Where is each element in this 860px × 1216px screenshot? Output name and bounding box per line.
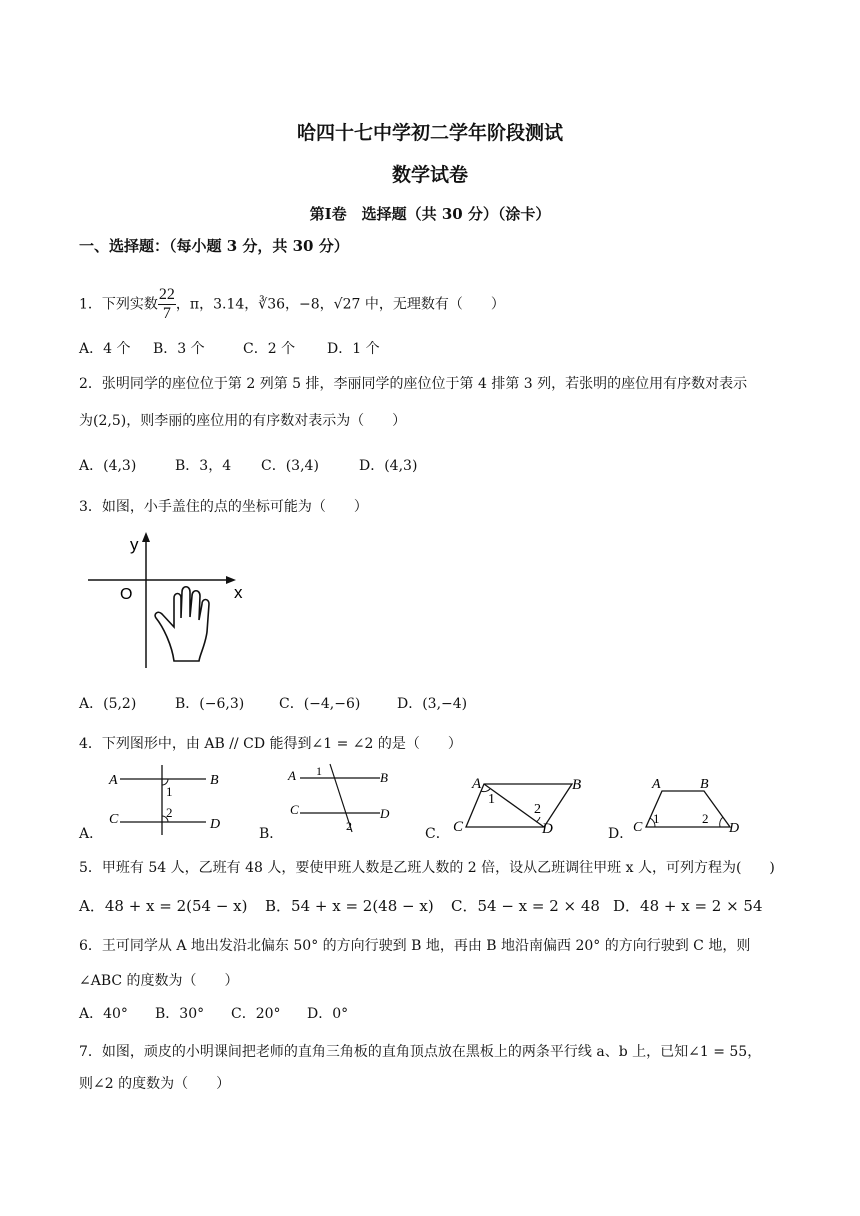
question-number: 1． xyxy=(79,296,102,313)
question-number: 7． xyxy=(79,1044,102,1060)
parallelogram xyxy=(466,784,572,827)
option-b[interactable]: B．30° xyxy=(155,1006,205,1022)
question-text: 张明同学的座位位于第 2 列第 5 排，李丽同学的座位位于第 4 排第 3 列，若张明的座位用有序数对表示 xyxy=(101,376,748,392)
label-b: B xyxy=(380,770,388,785)
angle-arc xyxy=(536,817,540,822)
option-d[interactable]: D．0° xyxy=(307,1006,349,1022)
question-2-options xyxy=(79,455,417,475)
label-angle-1: 1 xyxy=(488,792,495,807)
paper-title: 数学试卷 xyxy=(391,164,468,186)
label-c: C xyxy=(109,812,119,827)
label-b: B xyxy=(572,777,582,793)
q4-figure-d xyxy=(630,774,748,836)
label-a: A xyxy=(109,773,118,788)
q4-option-a[interactable]: A． xyxy=(79,826,104,842)
label-angle-2: 2 xyxy=(534,802,541,817)
option-c[interactable]: C．2 个 xyxy=(243,341,296,357)
question-7-stem-line2: 则∠2 的度数为（ ） xyxy=(79,1076,231,1092)
question-number: 2． xyxy=(79,376,102,392)
question-text: 如图，顽皮的小明课间把老师的直角三角板的直角顶点放在黑板上的两条平行线 a、b 上，已知∠1 = 55， xyxy=(101,1044,762,1060)
section-title: 一、选择题：（每小题 3 分，共 30 分） xyxy=(79,237,349,255)
q4-figure-c xyxy=(448,772,586,836)
option-d[interactable]: D．48 + x = 2 × 54 xyxy=(613,897,763,915)
label-b: B xyxy=(210,773,219,788)
question-text: 王可同学从 A 地出发沿北偏东 50° 的方向行驶到 B 地，再由 B 地沿南偏西 20° 的方向行驶到 C 地，则 xyxy=(101,938,751,954)
question-1-stem xyxy=(79,286,505,323)
question-3-options xyxy=(79,693,467,713)
label-angle-2: 2 xyxy=(702,811,709,826)
q4-figure-a xyxy=(106,765,226,835)
label-d: D xyxy=(210,817,221,832)
question-7-stem-line1 xyxy=(79,1041,761,1061)
label-angle-2: 2 xyxy=(166,805,173,820)
label-c: C xyxy=(633,820,643,835)
label-c: C xyxy=(290,802,299,817)
option-c[interactable]: C．(−4,−6) xyxy=(279,696,361,712)
q4-option-d[interactable]: D． xyxy=(608,826,634,842)
question-number: 3． xyxy=(79,499,102,515)
option-c[interactable]: C．(3,4) xyxy=(261,458,319,474)
label-angle-1: 1 xyxy=(653,811,660,826)
y-label: y xyxy=(130,535,139,554)
label-d: D xyxy=(380,806,390,821)
label-b: B xyxy=(700,777,709,792)
option-d[interactable]: D．(3,−4) xyxy=(397,696,468,712)
question-4-stem xyxy=(79,733,462,753)
option-b[interactable]: B．3 个 xyxy=(153,341,205,357)
question-6-stem-line2: ∠ABC 的度数为（ ） xyxy=(79,973,239,989)
question-6-stem-line1 xyxy=(79,935,750,955)
y-axis-arrow-icon xyxy=(142,532,150,542)
question-6-options xyxy=(79,1003,348,1023)
angle-arc xyxy=(720,817,723,827)
question-number: 6． xyxy=(79,938,102,954)
q3-coordinate-figure xyxy=(84,528,254,673)
q4-option-b[interactable]: B． xyxy=(259,826,284,842)
question-text: 如图，小手盖住的点的坐标可能为（ ） xyxy=(101,499,368,515)
label-angle-1: 1 xyxy=(316,764,322,778)
option-a[interactable]: A．4 个 xyxy=(79,341,131,357)
label-d: D xyxy=(542,821,553,836)
question-text: ，π，3.14，∛36，−8，√27 中，无理数有（ ） xyxy=(175,296,505,313)
option-c[interactable]: C．20° xyxy=(231,1006,281,1022)
label-angle-2: 2 xyxy=(346,819,352,833)
label-d: D xyxy=(729,821,740,836)
origin-label: O xyxy=(120,586,133,603)
option-a[interactable]: A．48 + x = 2(54 − x) xyxy=(79,897,248,915)
option-d[interactable]: D．(4,3) xyxy=(359,458,418,474)
question-number: 4． xyxy=(79,736,102,752)
question-number: 5． xyxy=(79,860,102,876)
question-3-stem xyxy=(79,496,368,516)
question-text: 下列图形中，由 AB // CD 能得到∠1 = ∠2 的是（ ） xyxy=(101,736,462,752)
option-b[interactable]: B．3，4 xyxy=(175,458,232,474)
option-c[interactable]: C．54 − x = 2 × 48 xyxy=(451,897,600,915)
label-a: A xyxy=(288,768,296,783)
label-angle-1: 1 xyxy=(166,784,173,799)
label-c: C xyxy=(453,819,464,835)
hand-icon xyxy=(155,587,209,661)
volume-title: 第Ⅰ卷 选择题（共 30 分）（涂卡） xyxy=(309,205,551,223)
option-b[interactable]: B．(−6,3) xyxy=(175,696,245,712)
fraction-numerator: 22 xyxy=(158,286,175,303)
question-2-stem-line2: 为(2,5)，则李丽的座位用的有序数对表示为（ ） xyxy=(79,413,407,429)
x-label: x xyxy=(234,583,243,602)
question-text: 甲班有 54 人，乙班有 48 人，要使甲班人数是乙班人数的 2 倍，设从乙班调往甲班 x 人，可列方程为( ) xyxy=(101,860,775,876)
question-5-stem xyxy=(79,857,775,877)
q4-option-c[interactable]: C． xyxy=(425,826,450,842)
option-a[interactable]: A．(5,2) xyxy=(79,696,137,712)
option-a[interactable]: A．40° xyxy=(79,1006,128,1022)
question-text: 下列实数 xyxy=(101,296,158,313)
q4-figure-b xyxy=(284,762,394,834)
label-a: A xyxy=(472,776,482,792)
fraction xyxy=(158,286,176,323)
option-d[interactable]: D．1 个 xyxy=(327,341,380,357)
fraction-denominator: 7 xyxy=(162,305,171,322)
question-5-options xyxy=(79,895,763,916)
label-a: A xyxy=(652,777,661,792)
option-a[interactable]: A．(4,3) xyxy=(79,458,137,474)
question-1-options xyxy=(79,338,380,358)
school-title: 哈四十七中学初二学年阶段测试 xyxy=(296,122,563,144)
option-b[interactable]: B．54 + x = 2(48 − x) xyxy=(265,897,434,915)
question-2-stem-line1 xyxy=(79,373,747,393)
